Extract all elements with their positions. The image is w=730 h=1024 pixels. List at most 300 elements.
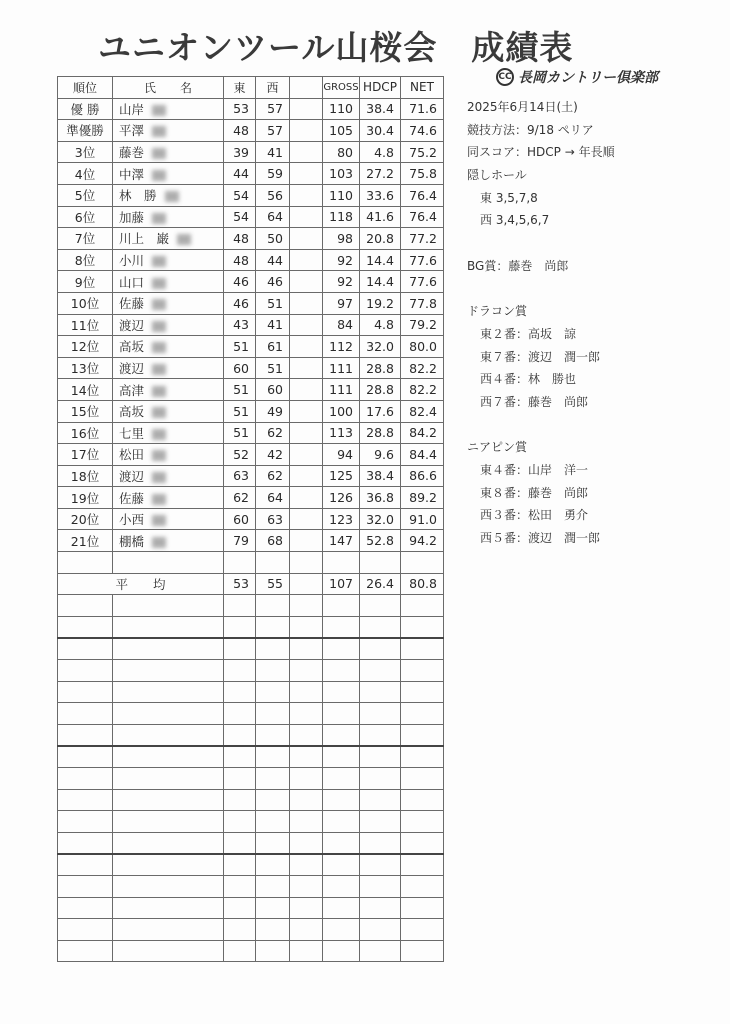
empty-cell xyxy=(360,854,401,876)
name-cell xyxy=(113,530,224,552)
hdcp-cell: 32.0 xyxy=(360,508,401,530)
hdcp-cell: 28.8 xyxy=(360,379,401,401)
empty-cell xyxy=(290,724,323,746)
net-cell: 77.6 xyxy=(401,249,444,271)
east-score-cell: 79 xyxy=(224,530,256,552)
results-table xyxy=(57,76,444,962)
net-cell: 74.6 xyxy=(401,120,444,142)
gross-cell: 100 xyxy=(323,400,360,422)
player-name: 松田 xyxy=(119,447,145,463)
gross-cell: 94 xyxy=(323,444,360,466)
average-west: 55 xyxy=(256,573,290,595)
player-name: 佐藤 xyxy=(119,296,145,312)
empty-cell xyxy=(224,789,256,811)
nearpin-award-item: 西３番：松田 勇介 xyxy=(480,508,589,523)
empty-cell xyxy=(323,746,360,768)
east-score-cell: 52 xyxy=(224,444,256,466)
empty-cell xyxy=(401,832,444,854)
redacted-name-mark xyxy=(152,105,166,116)
hdcp-cell: 4.8 xyxy=(360,141,401,163)
blank-cell xyxy=(290,314,323,336)
empty-cell xyxy=(323,832,360,854)
empty-cell xyxy=(113,875,224,897)
empty-cell xyxy=(58,616,113,638)
hdcp-cell: 17.6 xyxy=(360,400,401,422)
empty-cell xyxy=(401,811,444,833)
average-hdcp: 26.4 xyxy=(360,573,401,595)
table-row xyxy=(58,314,444,336)
header-gross: GROSS xyxy=(323,77,360,99)
empty-row xyxy=(58,897,444,919)
empty-cell xyxy=(360,940,401,962)
rank-cell: 9位 xyxy=(58,271,113,293)
west-score-cell: 59 xyxy=(256,163,290,185)
empty-row xyxy=(58,854,444,876)
player-name: 川上 巌 xyxy=(119,231,170,247)
average-gross: 107 xyxy=(323,573,360,595)
redacted-name-mark xyxy=(152,170,166,181)
redacted-name-mark xyxy=(152,515,166,526)
player-name: 林 勝 xyxy=(119,188,157,204)
player-name: 棚橋 xyxy=(119,533,145,549)
empty-cell xyxy=(256,703,290,725)
empty-cell xyxy=(58,746,113,768)
empty-cell xyxy=(58,660,113,682)
empty-cell xyxy=(58,724,113,746)
empty-row xyxy=(58,724,444,746)
empty-cell xyxy=(323,616,360,638)
redacted-name-mark xyxy=(165,191,179,202)
empty-cell xyxy=(113,616,224,638)
empty-cell xyxy=(256,919,290,941)
player-name: 藤巻 xyxy=(119,145,145,161)
dragon-award-item: 東７番：渡辺 潤一郎 xyxy=(480,349,601,364)
empty-cell xyxy=(290,703,323,725)
empty-cell xyxy=(401,789,444,811)
net-cell: 86.6 xyxy=(401,465,444,487)
header-west: 西 xyxy=(256,77,290,99)
east-score-cell: 51 xyxy=(224,379,256,401)
empty-cell xyxy=(290,811,323,833)
empty-cell xyxy=(58,681,113,703)
net-cell: 82.2 xyxy=(401,379,444,401)
west-score-cell: 49 xyxy=(256,400,290,422)
name-cell xyxy=(113,206,224,228)
gross-cell: 110 xyxy=(323,184,360,206)
blank-cell xyxy=(290,228,323,250)
tie-rule: 同スコア：HDCP → 年長順 xyxy=(467,145,615,160)
rank-cell: 8位 xyxy=(58,249,113,271)
east-score-cell: 51 xyxy=(224,422,256,444)
gross-cell: 125 xyxy=(323,465,360,487)
blank-cell xyxy=(290,508,323,530)
empty-cell xyxy=(323,940,360,962)
table-row xyxy=(58,98,444,120)
rank-cell: 19位 xyxy=(58,487,113,509)
player-name: 高坂 xyxy=(119,404,145,420)
rank-cell: 5位 xyxy=(58,184,113,206)
empty-cell xyxy=(360,919,401,941)
player-name: 小川 xyxy=(119,253,145,269)
empty-cell xyxy=(256,595,290,617)
gross-cell: 123 xyxy=(323,508,360,530)
hdcp-cell: 33.6 xyxy=(360,184,401,206)
rank-cell: 13位 xyxy=(58,357,113,379)
header-rank: 順位 xyxy=(58,77,113,99)
empty-row xyxy=(58,940,444,962)
name-cell xyxy=(113,422,224,444)
dragon-award-item: 西７番：藤巻 尚郎 xyxy=(480,394,589,409)
player-name: 山口 xyxy=(119,274,145,290)
west-score-cell: 57 xyxy=(256,120,290,142)
header-name: 氏 名 xyxy=(113,77,224,99)
empty-cell xyxy=(256,940,290,962)
empty-cell xyxy=(113,789,224,811)
empty-cell xyxy=(290,616,323,638)
blank-cell xyxy=(290,530,323,552)
empty-row xyxy=(58,552,444,574)
empty-cell xyxy=(58,811,113,833)
player-name: 高坂 xyxy=(119,339,145,355)
empty-cell xyxy=(224,768,256,790)
blank-cell xyxy=(290,292,323,314)
empty-cell xyxy=(58,919,113,941)
rank-cell: 17位 xyxy=(58,444,113,466)
table-row xyxy=(58,206,444,228)
rank-cell: 11位 xyxy=(58,314,113,336)
name-cell xyxy=(113,444,224,466)
net-cell: 77.8 xyxy=(401,292,444,314)
blank-cell xyxy=(290,400,323,422)
empty-cell xyxy=(58,854,113,876)
empty-cell xyxy=(401,681,444,703)
redacted-name-mark xyxy=(152,342,166,353)
redacted-name-mark xyxy=(152,148,166,159)
empty-cell xyxy=(256,638,290,660)
empty-cell xyxy=(401,724,444,746)
empty-cell xyxy=(323,595,360,617)
empty-cell xyxy=(256,724,290,746)
nearpin-award-item: 東８番：藤巻 尚郎 xyxy=(480,485,589,500)
empty-cell xyxy=(323,724,360,746)
name-cell xyxy=(113,400,224,422)
east-score-cell: 62 xyxy=(224,487,256,509)
redacted-name-mark xyxy=(152,256,166,267)
east-score-cell: 39 xyxy=(224,141,256,163)
table-row xyxy=(58,228,444,250)
name-cell xyxy=(113,120,224,142)
empty-cell xyxy=(290,768,323,790)
empty-cell xyxy=(401,616,444,638)
empty-cell xyxy=(113,919,224,941)
empty-cell xyxy=(290,919,323,941)
gross-cell: 98 xyxy=(323,228,360,250)
net-cell: 91.0 xyxy=(401,508,444,530)
dragon-award-item: 東２番：高坂 諒 xyxy=(480,326,577,341)
empty-cell xyxy=(58,940,113,962)
player-name: 渡辺 xyxy=(119,468,145,484)
redacted-name-mark xyxy=(152,278,166,289)
empty-cell xyxy=(224,595,256,617)
hdcp-cell: 38.4 xyxy=(360,98,401,120)
empty-cell xyxy=(290,595,323,617)
empty-cell xyxy=(323,681,360,703)
empty-cell xyxy=(401,940,444,962)
name-cell xyxy=(113,249,224,271)
header-blank xyxy=(290,77,323,99)
empty-cell xyxy=(256,768,290,790)
empty-row xyxy=(58,595,444,617)
net-cell: 84.4 xyxy=(401,444,444,466)
rank-cell: 6位 xyxy=(58,206,113,228)
blank-cell xyxy=(290,573,323,595)
empty-cell xyxy=(224,703,256,725)
gross-cell: 118 xyxy=(323,206,360,228)
empty-cell xyxy=(113,595,224,617)
empty-cell xyxy=(401,768,444,790)
table-row xyxy=(58,444,444,466)
gross-cell: 113 xyxy=(323,422,360,444)
empty-cell xyxy=(401,875,444,897)
empty-cell xyxy=(401,746,444,768)
west-score-cell: 51 xyxy=(256,292,290,314)
east-score-cell: 44 xyxy=(224,163,256,185)
gross-cell: 147 xyxy=(323,530,360,552)
hdcp-cell: 32.0 xyxy=(360,336,401,358)
empty-cell xyxy=(323,552,360,574)
table-row xyxy=(58,465,444,487)
gross-cell: 112 xyxy=(323,336,360,358)
redacted-name-mark xyxy=(152,364,166,375)
empty-cell xyxy=(290,638,323,660)
hdcp-cell: 28.8 xyxy=(360,357,401,379)
empty-cell xyxy=(323,919,360,941)
blank-cell xyxy=(290,271,323,293)
empty-cell xyxy=(113,746,224,768)
name-cell xyxy=(113,336,224,358)
net-cell: 82.2 xyxy=(401,357,444,379)
player-name: 渡辺 xyxy=(119,317,145,333)
name-cell xyxy=(113,271,224,293)
empty-row xyxy=(58,919,444,941)
table-row xyxy=(58,357,444,379)
empty-cell xyxy=(323,854,360,876)
west-score-cell: 62 xyxy=(256,465,290,487)
empty-cell xyxy=(256,897,290,919)
redacted-name-mark xyxy=(152,321,166,332)
empty-cell xyxy=(290,940,323,962)
hidden-holes-west: 西 3,4,5,6,7 xyxy=(480,213,550,228)
name-cell xyxy=(113,465,224,487)
empty-cell xyxy=(360,789,401,811)
net-cell: 77.2 xyxy=(401,228,444,250)
gross-cell: 84 xyxy=(323,314,360,336)
redacted-name-mark xyxy=(152,494,166,505)
gross-cell: 97 xyxy=(323,292,360,314)
hdcp-cell: 28.8 xyxy=(360,422,401,444)
blank-cell xyxy=(290,98,323,120)
redacted-name-mark xyxy=(177,234,191,245)
name-cell xyxy=(113,357,224,379)
empty-cell xyxy=(290,552,323,574)
empty-cell xyxy=(360,724,401,746)
empty-cell xyxy=(58,789,113,811)
gross-cell: 126 xyxy=(323,487,360,509)
average-east: 53 xyxy=(224,573,256,595)
redacted-name-mark xyxy=(152,472,166,483)
rank-cell: 21位 xyxy=(58,530,113,552)
empty-row xyxy=(58,811,444,833)
empty-cell xyxy=(256,789,290,811)
rank-cell: 準優勝 xyxy=(58,120,113,142)
empty-cell xyxy=(360,660,401,682)
empty-cell xyxy=(224,897,256,919)
rank-cell: 3位 xyxy=(58,141,113,163)
rank-cell: 12位 xyxy=(58,336,113,358)
blank-cell xyxy=(290,422,323,444)
club-emblem-icon: CC xyxy=(496,68,514,86)
empty-cell xyxy=(58,832,113,854)
redacted-name-mark xyxy=(152,213,166,224)
header-hdcp: HDCP xyxy=(360,77,401,99)
net-cell: 71.6 xyxy=(401,98,444,120)
empty-cell xyxy=(360,595,401,617)
player-name: 高津 xyxy=(119,382,145,398)
hidden-holes-east: 東 3,5,7,8 xyxy=(480,190,538,205)
empty-cell xyxy=(113,660,224,682)
empty-cell xyxy=(360,875,401,897)
name-cell xyxy=(113,163,224,185)
player-name: 小西 xyxy=(119,512,145,528)
east-score-cell: 48 xyxy=(224,228,256,250)
empty-cell xyxy=(401,552,444,574)
hidden-holes-title: 隠しホール xyxy=(467,168,527,183)
dragon-award-title: ドラコン賞 xyxy=(467,304,528,319)
net-cell: 82.4 xyxy=(401,400,444,422)
event-date: 2025年6月14日(土) xyxy=(467,100,578,114)
rank-cell: 18位 xyxy=(58,465,113,487)
table-row xyxy=(58,400,444,422)
hdcp-cell: 38.4 xyxy=(360,465,401,487)
dragon-award-item: 西４番：林 勝也 xyxy=(480,372,577,387)
empty-cell xyxy=(256,660,290,682)
west-score-cell: 41 xyxy=(256,141,290,163)
empty-row xyxy=(58,660,444,682)
table-row xyxy=(58,530,444,552)
empty-cell xyxy=(401,638,444,660)
club-logo xyxy=(496,66,658,88)
empty-cell xyxy=(290,681,323,703)
blank-cell xyxy=(290,379,323,401)
blank-cell xyxy=(290,141,323,163)
empty-cell xyxy=(224,616,256,638)
gross-cell: 111 xyxy=(323,357,360,379)
empty-cell xyxy=(113,638,224,660)
hdcp-cell: 52.8 xyxy=(360,530,401,552)
empty-cell xyxy=(290,660,323,682)
empty-cell xyxy=(360,832,401,854)
empty-cell xyxy=(401,919,444,941)
west-score-cell: 63 xyxy=(256,508,290,530)
hdcp-cell: 36.8 xyxy=(360,487,401,509)
empty-cell xyxy=(224,724,256,746)
average-net: 80.8 xyxy=(401,573,444,595)
west-score-cell: 64 xyxy=(256,206,290,228)
hdcp-cell: 30.4 xyxy=(360,120,401,142)
name-cell xyxy=(113,508,224,530)
empty-row xyxy=(58,681,444,703)
empty-cell xyxy=(113,703,224,725)
gross-cell: 110 xyxy=(323,98,360,120)
table-row xyxy=(58,271,444,293)
net-cell: 89.2 xyxy=(401,487,444,509)
empty-cell xyxy=(58,897,113,919)
bg-award: BG賞：藤巻 尚郎 xyxy=(467,258,569,273)
east-score-cell: 43 xyxy=(224,314,256,336)
empty-cell xyxy=(224,660,256,682)
name-cell xyxy=(113,292,224,314)
hdcp-cell: 14.4 xyxy=(360,271,401,293)
west-score-cell: 62 xyxy=(256,422,290,444)
empty-cell xyxy=(290,897,323,919)
empty-cell xyxy=(323,638,360,660)
rank-cell: 4位 xyxy=(58,163,113,185)
empty-cell xyxy=(401,595,444,617)
player-name: 平澤 xyxy=(119,123,145,139)
name-cell xyxy=(113,314,224,336)
gross-cell: 92 xyxy=(323,271,360,293)
empty-cell xyxy=(58,595,113,617)
hdcp-cell: 14.4 xyxy=(360,249,401,271)
west-score-cell: 44 xyxy=(256,249,290,271)
west-score-cell: 41 xyxy=(256,314,290,336)
east-score-cell: 54 xyxy=(224,206,256,228)
table-row xyxy=(58,184,444,206)
empty-cell xyxy=(113,552,224,574)
name-cell xyxy=(113,184,224,206)
empty-cell xyxy=(224,875,256,897)
rank-cell: 優 勝 xyxy=(58,98,113,120)
west-score-cell: 50 xyxy=(256,228,290,250)
empty-cell xyxy=(224,746,256,768)
empty-cell xyxy=(323,811,360,833)
name-cell xyxy=(113,98,224,120)
empty-cell xyxy=(323,897,360,919)
empty-cell xyxy=(290,854,323,876)
empty-cell xyxy=(256,552,290,574)
west-score-cell: 68 xyxy=(256,530,290,552)
empty-cell xyxy=(224,940,256,962)
redacted-name-mark xyxy=(152,126,166,137)
empty-cell xyxy=(256,616,290,638)
empty-cell xyxy=(360,703,401,725)
empty-cell xyxy=(58,638,113,660)
blank-cell xyxy=(290,465,323,487)
gross-cell: 105 xyxy=(323,120,360,142)
redacted-name-mark xyxy=(152,407,166,418)
east-score-cell: 46 xyxy=(224,292,256,314)
average-label: 平 均 xyxy=(58,573,224,595)
west-score-cell: 56 xyxy=(256,184,290,206)
table-row xyxy=(58,120,444,142)
east-score-cell: 60 xyxy=(224,508,256,530)
name-cell xyxy=(113,379,224,401)
empty-cell xyxy=(360,681,401,703)
empty-cell xyxy=(224,681,256,703)
table-row xyxy=(58,379,444,401)
empty-cell xyxy=(360,897,401,919)
empty-cell xyxy=(113,854,224,876)
